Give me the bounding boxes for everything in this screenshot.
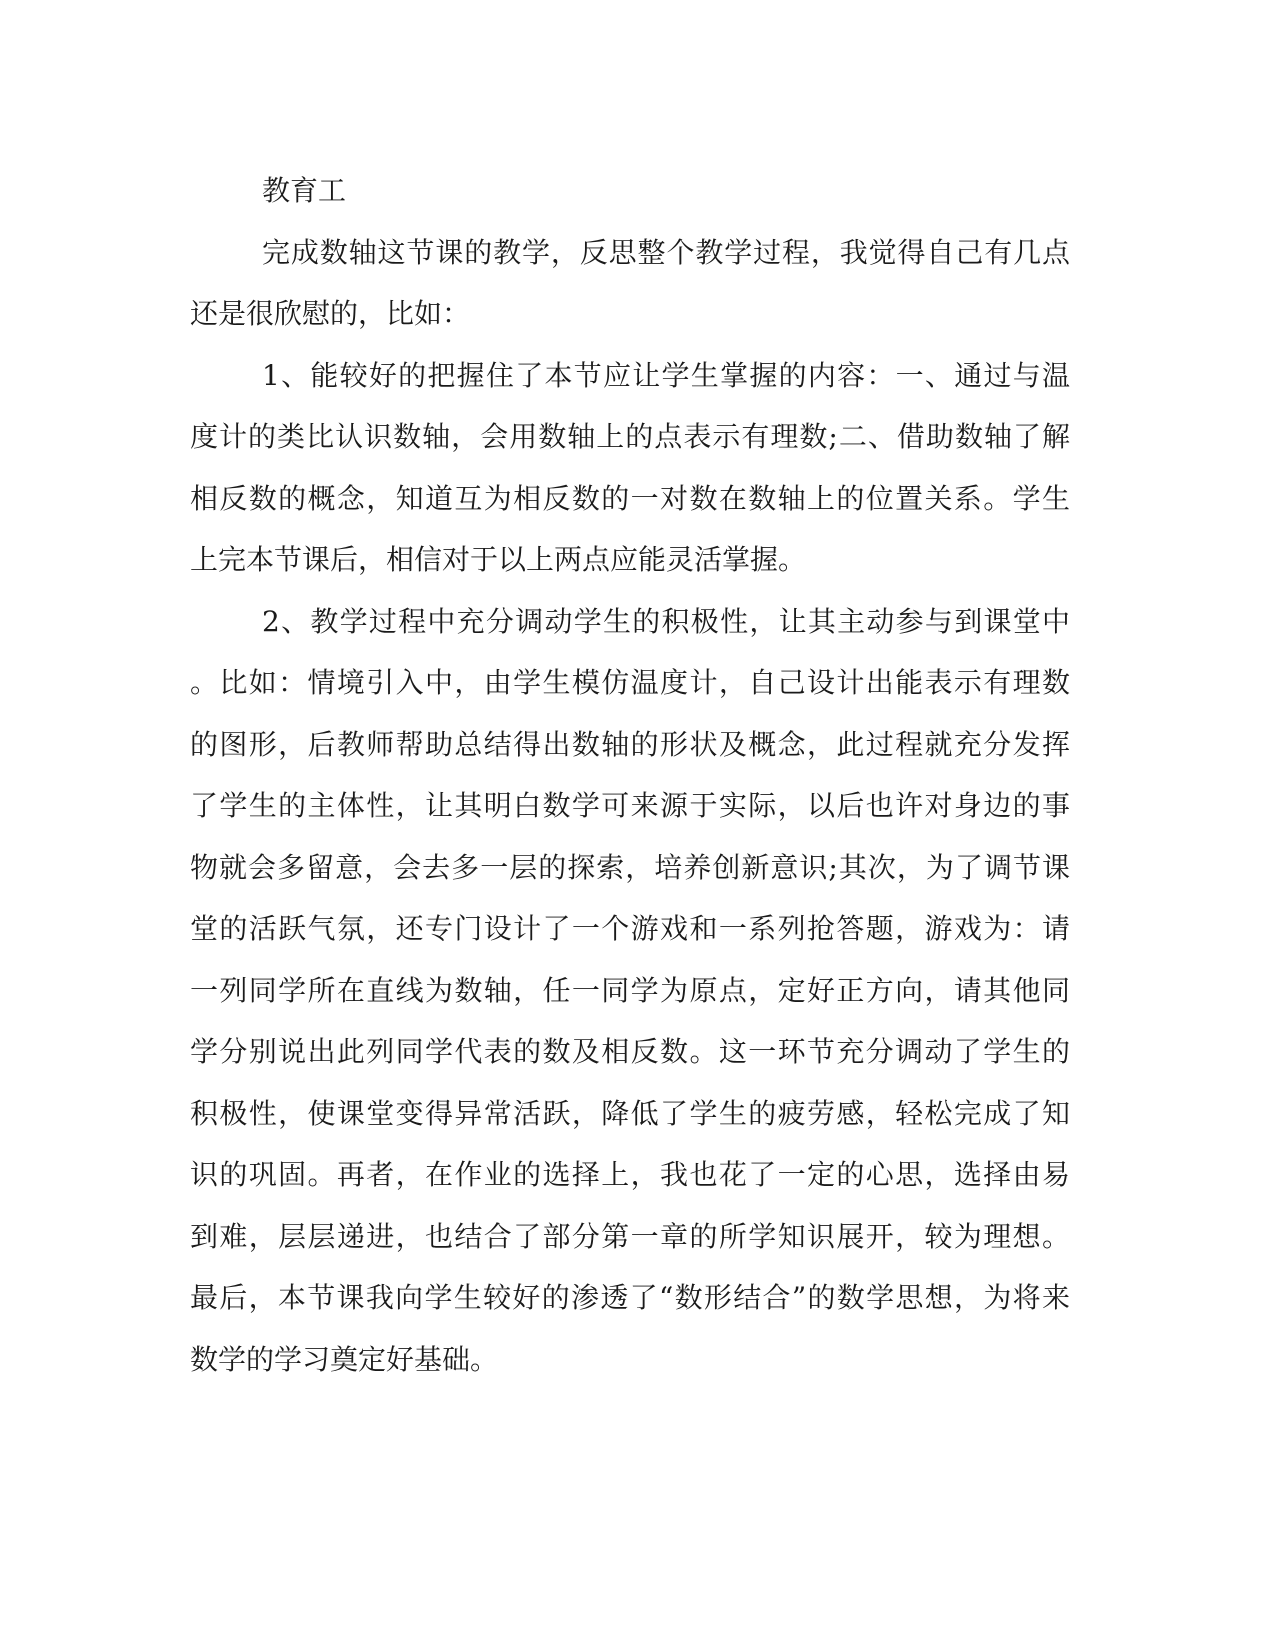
paragraph-line: 。比如：情境引入中，由学生模仿温度计，自己设计出能表示有理数 — [190, 666, 1070, 699]
paragraph-line: 学分别说出此列同学代表的数及相反数。这一环节充分调动了学生的 — [190, 1035, 1070, 1068]
paragraph-line: 到难，层层递进，也结合了部分第一章的所学知识展开，较为理想。 — [190, 1219, 1070, 1253]
paragraph-line: 的图形，后教师帮助总结得出数轴的形状及概念，此过程就充分发挥 — [190, 727, 1070, 761]
document-title: 教育工 — [262, 174, 347, 207]
paragraph-line: 积极性，使课堂变得异常活跃，降低了学生的疲劳感，轻松完成了知 — [190, 1096, 1070, 1130]
paragraph-line: 识的巩固。再者，在作业的选择上，我也花了一定的心思，选择由易 — [190, 1158, 1070, 1191]
paragraph-line: 堂的活跃气氛，还专门设计了一个游戏和一系列抢答题，游戏为：请 — [190, 912, 1070, 945]
paragraph-line: 完成数轴这节课的教学，反思整个教学过程，我觉得自己有几点 — [262, 235, 1070, 269]
paragraph-line: 了学生的主体性，让其明白数学可来源于实际，以后也许对身边的事 — [190, 789, 1070, 822]
paragraph-line: 2、教学过程中充分调动学生的积极性，让其主动参与到课堂中 — [262, 604, 1070, 638]
paragraph-line: 最后，本节课我向学生较好的渗透了“数形结合”的数学思想，为将来 — [190, 1281, 1070, 1314]
paragraph-line: 数学的学习奠定好基础。 — [190, 1342, 499, 1376]
paragraph-line: 物就会多留意，会去多一层的探索，培养创新意识;其次，为了调节课 — [190, 850, 1070, 884]
paragraph-line: 1、能较好的把握住了本节应让学生掌握的内容：一、通过与温 — [262, 358, 1070, 392]
paragraph-line: 度计的类比认识数轴，会用数轴上的点表示有理数;二、借助数轴了解 — [190, 420, 1070, 453]
paragraph-line: 相反数的概念，知道互为相反数的一对数在数轴上的位置关系。学生 — [190, 481, 1070, 515]
paragraph-line: 一列同学所在直线为数轴，任一同学为原点，定好正方向，请其他同 — [190, 973, 1070, 1007]
paragraph-line: 还是很欣慰的，比如： — [190, 297, 471, 330]
paragraph-line: 上完本节课后，相信对于以上两点应能灵活掌握。 — [190, 543, 807, 576]
document-body — [190, 160, 1070, 1390]
